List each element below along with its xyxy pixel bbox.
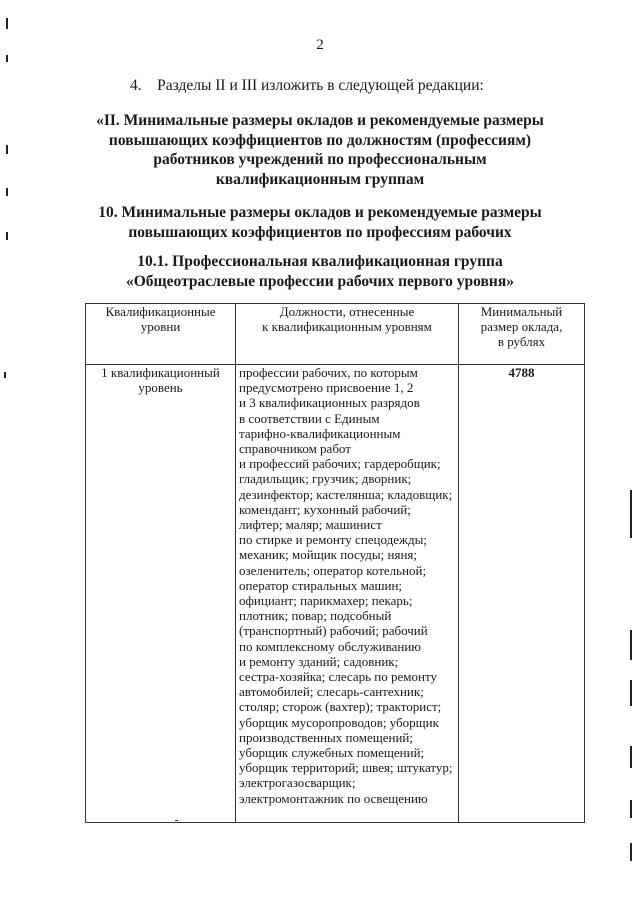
scan-mark	[630, 680, 632, 706]
position-line: в соответствии с Единым	[239, 410, 380, 426]
position-line: гладильщик; грузчик; дворник;	[239, 471, 412, 487]
scan-mark	[6, 18, 8, 29]
scan-mark	[630, 843, 632, 861]
position-line: уборщик служебных помещений;	[239, 745, 425, 761]
section-heading	[0, 111, 640, 189]
scan-mark	[630, 746, 632, 768]
salary-table	[85, 303, 585, 823]
position-line: комендант; кухонный рабочий;	[239, 501, 411, 517]
position-line: и 3 квалификационных разрядов	[239, 395, 420, 411]
position-line: плотник; повар; подсобный	[239, 608, 392, 624]
heading-line: повышающих коэффициентов по профессиям рабочих	[128, 223, 512, 241]
amendment-item: 4. Разделы II и III изложить в следующей редакции:	[130, 77, 484, 94]
heading-line: «II. Минимальные размеры окладов и рекомендуемые размеры	[96, 112, 544, 129]
position-line: озеленитель; оператор котельной;	[239, 562, 427, 578]
scan-mark	[6, 55, 8, 62]
position-line: дезинфектор; кастелянша; кладовщик;	[239, 486, 453, 502]
position-line: автомобилей; слесарь-сантехник;	[239, 684, 424, 700]
scan-mark	[630, 630, 632, 660]
position-line: предусмотрено присвоение 1, 2	[239, 380, 414, 396]
scan-mark	[6, 188, 8, 196]
position-line: по комплексному обслуживанию	[239, 638, 422, 654]
page-number: 2	[316, 37, 324, 53]
scan-mark	[6, 145, 8, 154]
level-cell: 1 квалификационный уровень	[86, 365, 236, 823]
scan-mark	[630, 800, 632, 818]
salary-cell: 4788	[459, 365, 585, 823]
position-line: профессии рабочих, по которым	[239, 365, 418, 380]
table-row	[86, 365, 585, 823]
position-line: уборщик мусоропроводов; уборщик	[239, 714, 439, 730]
position-line: лифтер; маляр; машинист	[239, 517, 382, 533]
heading-line: повышающих коэффициентов по должностям (профессиям)	[108, 131, 532, 149]
subsection-heading	[0, 203, 640, 242]
header-cell-positions: Должности, отнесенные к квалификационным уровням	[236, 304, 459, 365]
position-line: по стирке и ремонту спецодежды;	[239, 532, 427, 548]
position-line: уборщик территорий; швея; штукатур;	[239, 760, 453, 776]
scan-mark	[630, 490, 632, 538]
group-heading	[0, 252, 640, 291]
position-line: механик; мойщик посуды; няня;	[239, 547, 417, 563]
heading-line: 10.1. Профессиональная квалификационная группа	[137, 253, 503, 270]
position-line: электрогазосварщик;	[239, 775, 356, 791]
scan-mark	[4, 372, 6, 378]
position-line: и ремонту зданий; садовник;	[239, 653, 399, 669]
heading-line: работников учреждений по профессиональным	[153, 151, 487, 168]
position-line: сестра-хозяйка; слесарь по ремонту	[239, 669, 437, 685]
heading-line: квалификационным группам	[215, 170, 425, 188]
position-line: оператор стиральных машин;	[239, 577, 403, 593]
position-line: производственных помещений;	[239, 729, 413, 745]
position-line: и профессий рабочих; гардеробщик;	[239, 456, 441, 472]
heading-line: «Общеотраслевые профессии рабочих первого уровня»	[126, 272, 514, 290]
position-line: официант; парикмахер; пекарь;	[239, 593, 413, 609]
table-header-row	[86, 304, 585, 365]
position-line: справочником работ	[239, 441, 351, 457]
scan-mark	[175, 820, 178, 821]
position-line: столяр; сторож (вахтер); тракторист;	[239, 699, 442, 715]
scan-mark	[6, 232, 8, 240]
header-cell-salary: Минимальный размер оклада, в рублях	[459, 304, 585, 365]
header-cell-levels: Квалификационные уровни	[86, 304, 236, 365]
position-line: электромонтажник по освещению	[239, 790, 428, 806]
heading-line: 10. Минимальные размеры окладов и рекомендуемые размеры	[98, 204, 542, 221]
position-line: (транспортный) рабочий; рабочий	[239, 623, 428, 639]
position-line: тарифно-квалификационным	[239, 425, 401, 441]
positions-cell	[236, 365, 459, 823]
